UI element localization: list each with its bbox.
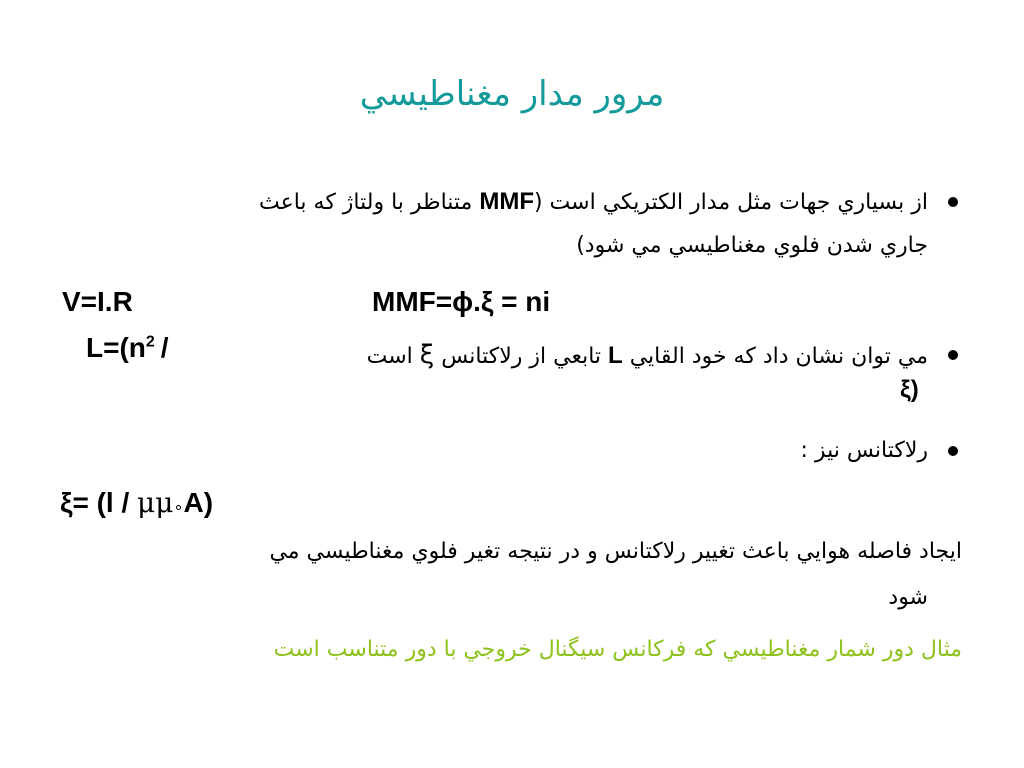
bullet-dot-3	[948, 446, 958, 456]
reluctance-sub: ∘	[173, 499, 184, 516]
reluctance-pre: ξ= (l /	[60, 487, 138, 518]
paragraph-line1: ايجاد فاصله هوايي باعث تغيير رلاكتانس و در نتيجه تغير فلوي مغناطيسي مي	[269, 539, 962, 564]
inductance-sup: 2	[145, 333, 155, 351]
paragraph-line2: شود	[888, 585, 928, 610]
bullet-dot-2	[948, 350, 958, 360]
bullet1-line1-post: متناظر با ولتاژ كه باعث	[259, 190, 480, 215]
bullet2-line1	[228, 335, 928, 377]
bullet2-l: L	[608, 342, 623, 369]
bullet2-line1-mid: تابعي از رلاكتانس	[434, 344, 609, 369]
bullet-dot-1	[948, 197, 958, 207]
inductance-lhs: L=(n	[86, 332, 146, 363]
bullet1-line1	[48, 182, 928, 223]
slide-title: مرور مدار مغناطيسي	[359, 74, 665, 114]
bullet2-xi: ξ	[419, 340, 435, 370]
formula-reluctance	[60, 486, 213, 519]
formula-mmf: MMF=ϕ.ξ = ni	[372, 286, 551, 317]
formula-vir: V=I.R	[62, 286, 133, 317]
bullet3-text: رلاكتانس نيز :	[800, 438, 928, 463]
bullet1-mmf: MMF	[479, 188, 534, 215]
bullet1-line1-pre: از بسياري جهات مثل مدار الكتريكي است (	[533, 190, 928, 215]
bullet2-line1-pre: مي توان نشان داد كه خود القايي	[622, 344, 928, 369]
reluctance-mu: μμ	[137, 486, 174, 519]
bullet1-line2: جاري شدن فلوي مغناطيسي مي شود)	[576, 233, 928, 258]
bullet2-line2: ξ)	[900, 376, 919, 403]
example-text: مثال دور شمار مغناطيسي كه فركانس سيگنال خروجي با دور متناسب است	[273, 637, 962, 662]
reluctance-post: A)	[183, 487, 214, 518]
bullet2-line1-post: است	[366, 344, 420, 369]
formula-inductance	[86, 332, 169, 364]
inductance-slash: /	[160, 332, 169, 363]
